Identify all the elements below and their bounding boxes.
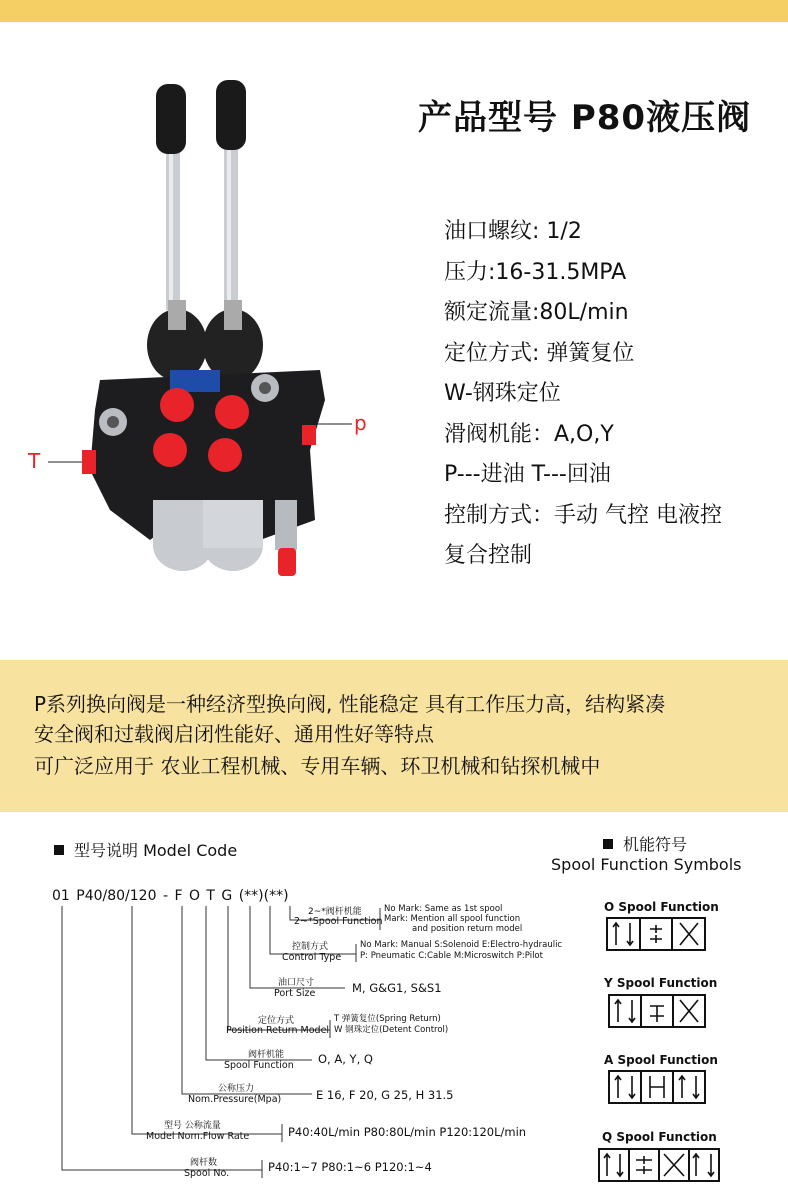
product-title: 产品型号 P80液压阀 — [418, 98, 752, 138]
position-return-en: Position Return Model — [226, 1025, 330, 1036]
y-spool-title: Y Spool Function — [604, 976, 718, 990]
a-spool-symbol — [608, 1070, 706, 1104]
y-spool-symbol — [608, 994, 706, 1028]
spool-function-value: O, A, Y, Q — [318, 1052, 373, 1066]
lever-function-desc-1: No Mark: Same as 1st spool — [384, 904, 503, 914]
port-size-en: Port Size — [274, 988, 316, 999]
nom-pressure-en: Nom.Pressure(Mpa) — [188, 1094, 282, 1105]
spool-no-cn: 阀杆数 — [190, 1158, 218, 1168]
q-spool-symbol — [598, 1148, 720, 1182]
position-return-desc-1: T 弹簧复位(Spring Return) — [334, 1014, 441, 1024]
position-return-cn: 定位方式 — [258, 1016, 295, 1026]
o-spool-symbol — [606, 917, 706, 951]
port-size-value: M, G&G1, S&S1 — [352, 981, 442, 995]
control-type-desc-1: No Mark: Manual S:Solenoid E:Electro-hydraulic — [360, 940, 563, 950]
spool-function-en: Spool Function — [224, 1060, 294, 1071]
model-code-heading: 型号说明 Model Code — [54, 838, 237, 861]
position-return-desc-2: W 钢珠定位(Detent Control) — [334, 1025, 449, 1035]
control-type-cn: 控制方式 — [292, 942, 329, 952]
q-spool-title: Q Spool Function — [602, 1130, 717, 1144]
spool-no-en: Spool No. — [184, 1168, 230, 1179]
model-flow-en: Model Nom.Flow Rate — [146, 1131, 250, 1142]
intro-line-1: P系列换向阀是一种经济型换向阀, 性能稳定 具有工作压力高，结构紧凑 — [34, 692, 666, 716]
lever-function-en: 2~*Spool Function — [294, 916, 383, 927]
control-type-desc-2: P: Pneumatic C:Cable M:Microswitch P:Pilot — [360, 951, 543, 961]
port-t-label: T — [28, 449, 41, 473]
lever-function-cn: 2~*阀杆机能 — [308, 907, 362, 917]
model-code-string: 01 P40/80/120 - F O T G (**)(**) — [52, 888, 289, 904]
spec-port-thread: 油口螺纹: 1/2 — [444, 219, 582, 244]
spec-flow: 额定流量:80L/min — [444, 300, 629, 325]
nom-pressure-value: E 16, F 20, G 25, H 31.5 — [316, 1088, 454, 1102]
spool-function-cn: 阀杆机能 — [248, 1050, 285, 1060]
spec-positioning: 定位方式: 弹簧复位 — [444, 340, 635, 366]
intro-line-3: 可广泛应用于 农业工程机械、专用车辆、环卫机械和钻探机械中 — [34, 754, 601, 778]
spec-pressure: 压力:16-31.5MPA — [444, 259, 627, 285]
model-flow-cn: 型号 公称流量 — [164, 1121, 221, 1131]
spec-control: 控制方式：手动 气控 电液控 — [444, 502, 722, 528]
o-spool-title: O Spool Function — [604, 900, 719, 914]
intro-line-2: 安全阀和过载阀启闭性能好、通用性好等特点 — [34, 722, 434, 746]
spool-no-value: P40:1~7 P80:1~6 P120:1~4 — [268, 1160, 432, 1174]
spool-symbols-subheading: Spool Function Symbols — [551, 855, 742, 874]
nom-pressure-cn: 公称压力 — [218, 1084, 255, 1094]
lever-function-desc-3: and position return model — [412, 924, 523, 934]
spool-symbols-heading: 机能符号 — [603, 832, 687, 855]
spec-detent: W-钢珠定位 — [444, 381, 561, 406]
lever-function-desc-2: Mark: Mention all spool function — [384, 914, 521, 924]
model-flow-value: P40:40L/min P80:80L/min P120:120L/min — [288, 1125, 527, 1139]
spec-spool-function: 滑阀机能：A,O,Y — [444, 421, 614, 447]
spec-ports: P---进油 T---回油 — [444, 462, 611, 487]
a-spool-title: A Spool Function — [604, 1053, 718, 1067]
port-p-label: p — [354, 411, 367, 435]
control-type-en: Control Type — [282, 952, 342, 963]
port-size-cn: 油口尺寸 — [278, 978, 315, 988]
spec-compound: 复合控制 — [444, 543, 533, 568]
